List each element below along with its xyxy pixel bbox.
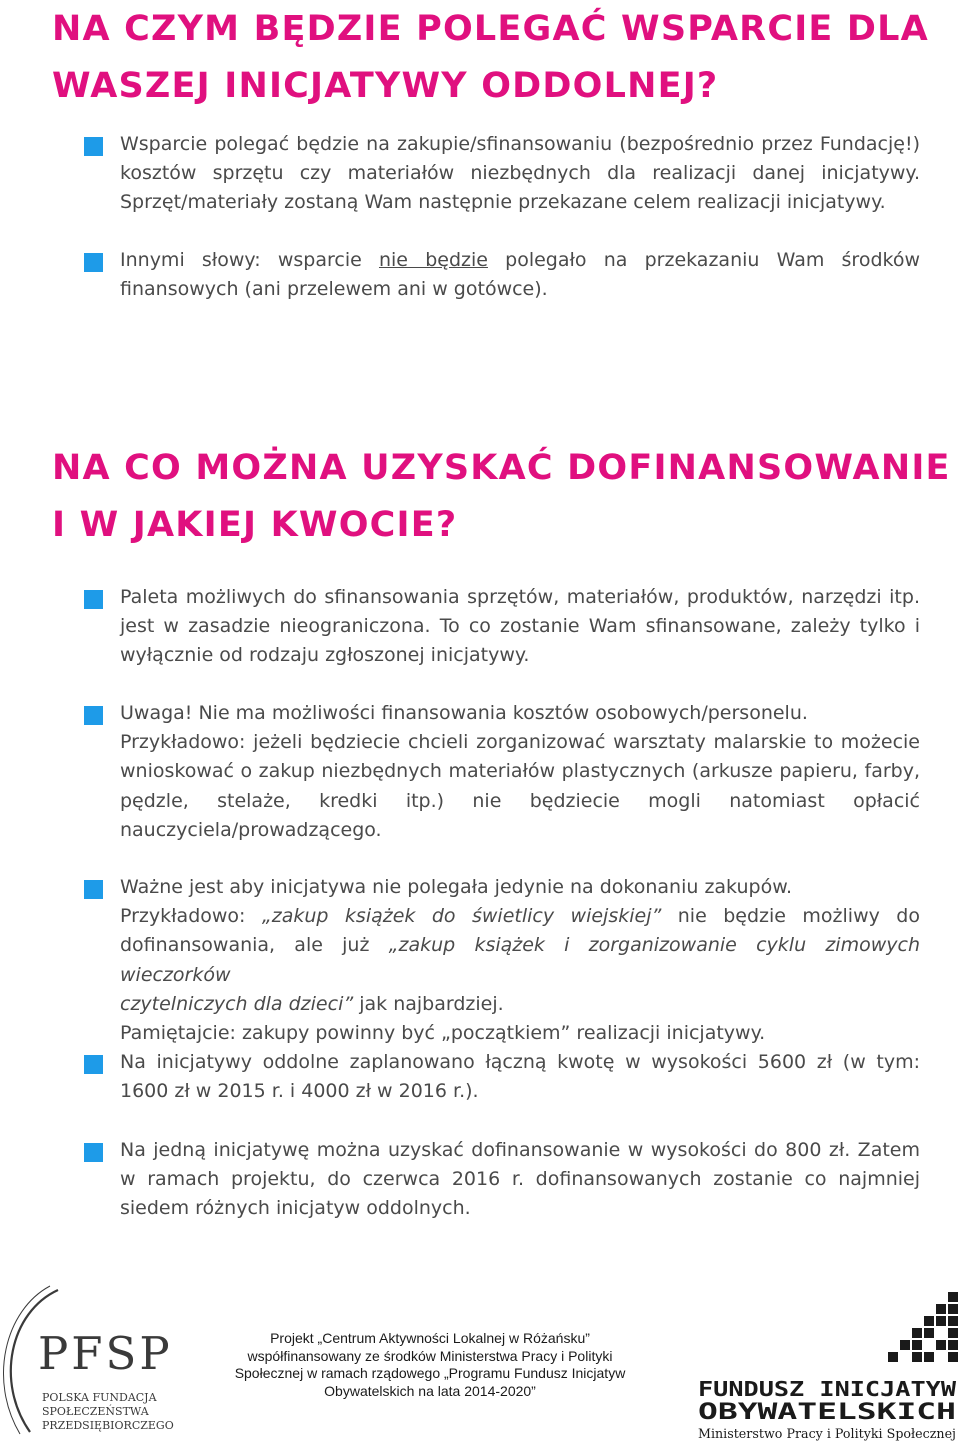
text-line: Pamiętajcie: zakupy powinny być „początkiem” realizacji inicjatywy. — [120, 1022, 766, 1045]
text-line: wnioskować o zakup niezbędnych materiałów plastycznych (arkusze papieru, farby, — [120, 760, 920, 783]
bullet-square-icon — [84, 590, 103, 609]
bullet-text — [120, 1048, 920, 1106]
text-line: Uwaga! Nie ma możliwości finansowania kosztów osobowych/personelu. — [120, 702, 808, 724]
bullet-text — [120, 1136, 920, 1224]
text-line: Wsparcie polegać będzie na zakupie/sfinansowaniu (bezpośrednio przez Fundację!) — [120, 133, 920, 155]
bullet-square-icon — [84, 706, 103, 725]
project-info-line: współfinansowany ze środków Ministerstwa Pracy i Polityki — [247, 1347, 613, 1364]
pfsp-abbr: PFSP — [38, 1327, 173, 1380]
fio-pixel-mark-icon — [888, 1292, 958, 1362]
bullet-square-icon — [84, 1143, 103, 1162]
project-info-line: Społecznej w ramach rządowego „Programu Fundusz Inicjatyw — [234, 1365, 626, 1381]
bullet-text — [120, 583, 920, 671]
section-heading-funding — [52, 440, 951, 554]
heading-line: WASZEJ INICJATYWY ODDOLNEJ? — [52, 66, 719, 106]
text-line: Na jedną inicjatywę można uzyskać dofinansowanie w wysokości do 800 zł. Zatem — [120, 1139, 920, 1161]
text-line: Przykładowo: „zakup książek do świetlicy wiejskiej” nie będzie możliwy do — [120, 905, 920, 928]
bullet-text — [120, 699, 920, 845]
pfsp-name-line: POLSKA FUNDACJA — [42, 1391, 157, 1404]
text-line: Sprzęt/materiały zostaną Wam następnie przekazane celem realizacji inicjatywy. — [120, 191, 886, 214]
text-line: wyłącznie od rodzaju zgłoszonej inicjatywy. — [120, 644, 530, 667]
text-line: Przykładowo: jeżeli będziecie chcieli zorganizować warsztaty malarskie to możecie — [120, 731, 920, 754]
text-line: 1600 zł w 2015 r. i 4000 zł w 2016 r.). — [120, 1080, 479, 1103]
heading-line: NA CO MOŻNA UZYSKAĆ DOFINANSOWANIE — [52, 448, 951, 488]
text-line: dofinansowania, ale już „zakup książek i zorganizowanie cyklu zimowych wieczorków — [120, 934, 920, 986]
text-line: Paleta możliwych do sfinansowania sprzętów, materiałów, produktów, narzędzi itp. — [120, 586, 920, 608]
footer — [0, 1282, 960, 1442]
pfsp-name-line: PRZEDSIĘBIORCZEGO — [42, 1419, 174, 1432]
heading-line: I W JAKIEJ KWOCIE? — [52, 505, 458, 545]
project-info-line: Projekt „Centrum Aktywności Lokalnej w Różańsku” — [270, 1330, 590, 1346]
bullet-text — [120, 130, 920, 218]
fio-line1: FUNDUSZ INICJATYW — [698, 1377, 958, 1401]
bullet-square-icon — [84, 253, 103, 272]
heading-line: NA CZYM BĘDZIE POLEGAĆ WSPARCIE DLA — [52, 9, 929, 49]
fio-logo — [690, 1288, 960, 1442]
bullet-text — [120, 246, 920, 304]
text-line: nauczyciela/prowadzącego. — [120, 818, 382, 841]
project-info — [205, 1330, 655, 1400]
text-line: Na inicjatywy oddolne zaplanowano łączną kwotę w wysokości 5600 zł (w tym: — [120, 1051, 920, 1073]
section-heading-support — [52, 1, 932, 115]
bullet-square-icon — [84, 1055, 103, 1074]
bullet-text — [120, 873, 920, 1048]
text-line: Innymi słowy: wsparcie nie będzie polegało na przekazaniu Wam środków — [120, 249, 921, 271]
text-line: kosztów sprzętu czy materiałów niezbędnych dla realizacji danej inicjatywy. — [120, 162, 920, 185]
text-line: pędzle, stelaże, kredki itp.) nie będziecie mogli natomiast opłacić — [120, 789, 920, 812]
fio-line3: Ministerstwo Pracy i Polityki Społecznej — [698, 1427, 956, 1442]
text-line: czytelniczych dla dzieci” jak najbardziej. — [120, 992, 504, 1015]
italic-text: „zakup książek i zorganizowanie cyklu zimowych wieczorków — [120, 934, 920, 986]
pfsp-name-line: SPOŁECZEŃSTWA — [42, 1405, 149, 1418]
text-line: Ważne jest aby inicjatywa nie polegała jedynie na dokonaniu zakupów. — [120, 876, 793, 898]
italic-text: „zakup książek do świetlicy wiejskiej” — [261, 905, 662, 928]
text-line: finansowych (ani przelewem ani w gotówce). — [120, 278, 548, 301]
italic-text: czytelniczych dla dzieci” — [120, 992, 354, 1015]
bullet-square-icon — [84, 137, 103, 156]
pfsp-logo — [0, 1282, 190, 1442]
text-line: w ramach projektu, do czerwca 2016 r. dofinansowanych zostanie co najmniej — [120, 1168, 920, 1191]
fio-line2: OBYWATELSKICH — [698, 1400, 956, 1425]
text-line: siedem różnych inicjatyw oddolnych. — [120, 1197, 471, 1220]
project-info-line: Obywatelskich na lata 2014-2020” — [324, 1382, 536, 1399]
bullet-square-icon — [84, 880, 103, 899]
text-line: jest w zasadzie nieograniczona. To co zostanie Wam sfinansowane, zależy tylko i — [120, 615, 920, 638]
underlined-text: nie będzie — [378, 249, 488, 271]
